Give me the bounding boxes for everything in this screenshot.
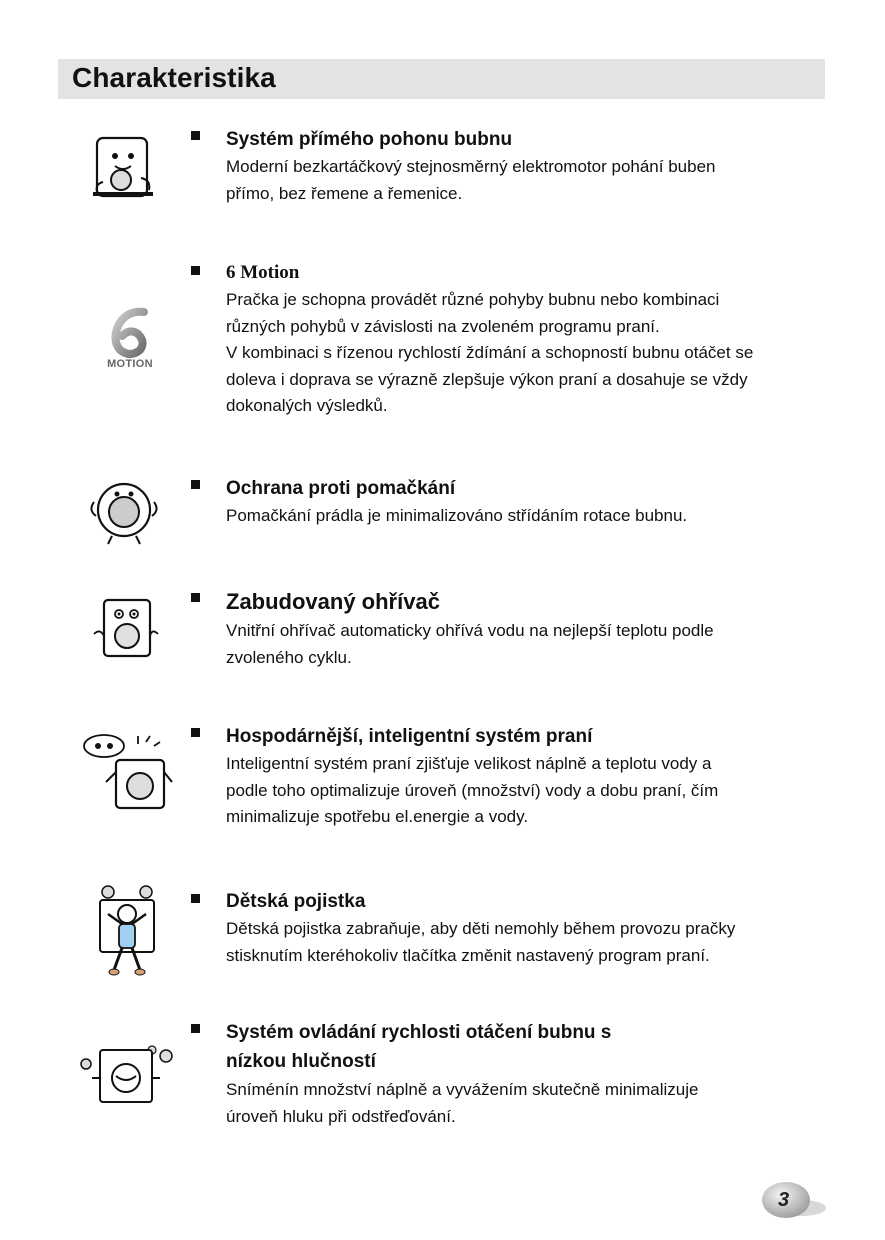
bullet — [191, 480, 200, 489]
desc-line: Inteligentní systém praní zjišťuje velikost náplně a teplotu vody a — [226, 754, 712, 773]
feature-title — [226, 1018, 611, 1076]
anti-crease-drum-icon — [84, 474, 164, 546]
bullet — [191, 1024, 200, 1033]
page-title: Charakteristika — [72, 62, 276, 93]
washer-heater-icon — [90, 596, 162, 662]
bullet — [191, 593, 200, 602]
feature-title: Zabudovaný ohřívač — [226, 589, 440, 614]
feature-description — [226, 1077, 826, 1130]
feature-description — [226, 287, 826, 420]
desc-line: přímo, bez řemene a řemenice. — [226, 183, 463, 203]
feature-description — [226, 154, 826, 207]
page-number: 3 — [778, 1189, 790, 1211]
page-number-badge — [758, 1178, 828, 1222]
feature-description — [226, 916, 826, 969]
desc-line: minimalizuje spotřebu el.energie a vody. — [226, 807, 529, 826]
feature-title: Hospodárnější, inteligentní systém praní — [226, 726, 593, 747]
feature-description — [226, 751, 826, 831]
bullet — [191, 894, 200, 903]
desc-line: zvoleného cyklu. — [226, 647, 352, 667]
feature-title: Systém přímého pohonu bubnu — [226, 129, 513, 150]
feature-title: 6 Motion — [226, 262, 300, 283]
title-line: Systém ovládání rychlosti otáčení bubnu s — [226, 1022, 612, 1043]
six-motion-logo-icon — [98, 306, 162, 376]
feature-title: Dětská pojistka — [226, 891, 366, 912]
feature-title: Ochrana proti pomačkání — [226, 478, 456, 499]
six-motion-glyph — [98, 306, 162, 360]
desc-line: Moderní bezkartáčkový stejnosměrný elektromotor pohání buben — [226, 157, 716, 176]
desc-line: Vnitřní ohřívač automaticky ohřívá vodu na nejlepší teplotu podle — [226, 621, 714, 640]
smart-washer-icon — [80, 732, 176, 812]
desc-line: dokonalých výsledků. — [226, 396, 388, 415]
bullet — [191, 131, 200, 140]
section-header — [58, 59, 825, 99]
low-noise-washer-icon — [78, 1036, 176, 1106]
title-line: nízkou hlučností — [226, 1051, 376, 1072]
feature-description — [226, 618, 826, 671]
desc-line: doleva i doprava se výrazně zlepšuje výkon praní a dosahuje se vždy — [226, 369, 748, 389]
bullet — [191, 266, 200, 275]
desc-line: Sníménín množství náplně a vyvážením skutečně minimalizuje — [226, 1080, 699, 1099]
desc-line: různých pohybů v závislosti na zvoleném programu praní. — [226, 316, 660, 336]
desc-line: V kombinaci s řízenou rychlostí ždímání a schopností bubnu otáčet se — [226, 343, 754, 362]
desc-line: Dětská pojistka zabraňuje, aby děti nemohly během provozu pračky — [226, 919, 736, 938]
motion-logo-text: MOTION — [107, 358, 153, 370]
desc-line: Pračka je schopna provádět různé pohyby bubnu nebo kombinaci — [226, 290, 720, 309]
desc-line: stisknutím kteréhokoliv tlačítka změnit nastavený program praní. — [226, 945, 710, 965]
feature-description — [226, 503, 826, 530]
desc-line: Pomačkání prádla je minimalizováno střídáním rotace bubnu. — [226, 506, 688, 525]
bullet — [191, 728, 200, 737]
desc-line: podle toho optimalizuje úroveň (množství) vody a dobu praní, čím — [226, 780, 719, 800]
washer-direct-drive-icon — [85, 132, 165, 204]
child-lock-icon — [92, 882, 162, 982]
desc-line: úroveň hluku při odstřeďování. — [226, 1106, 456, 1126]
